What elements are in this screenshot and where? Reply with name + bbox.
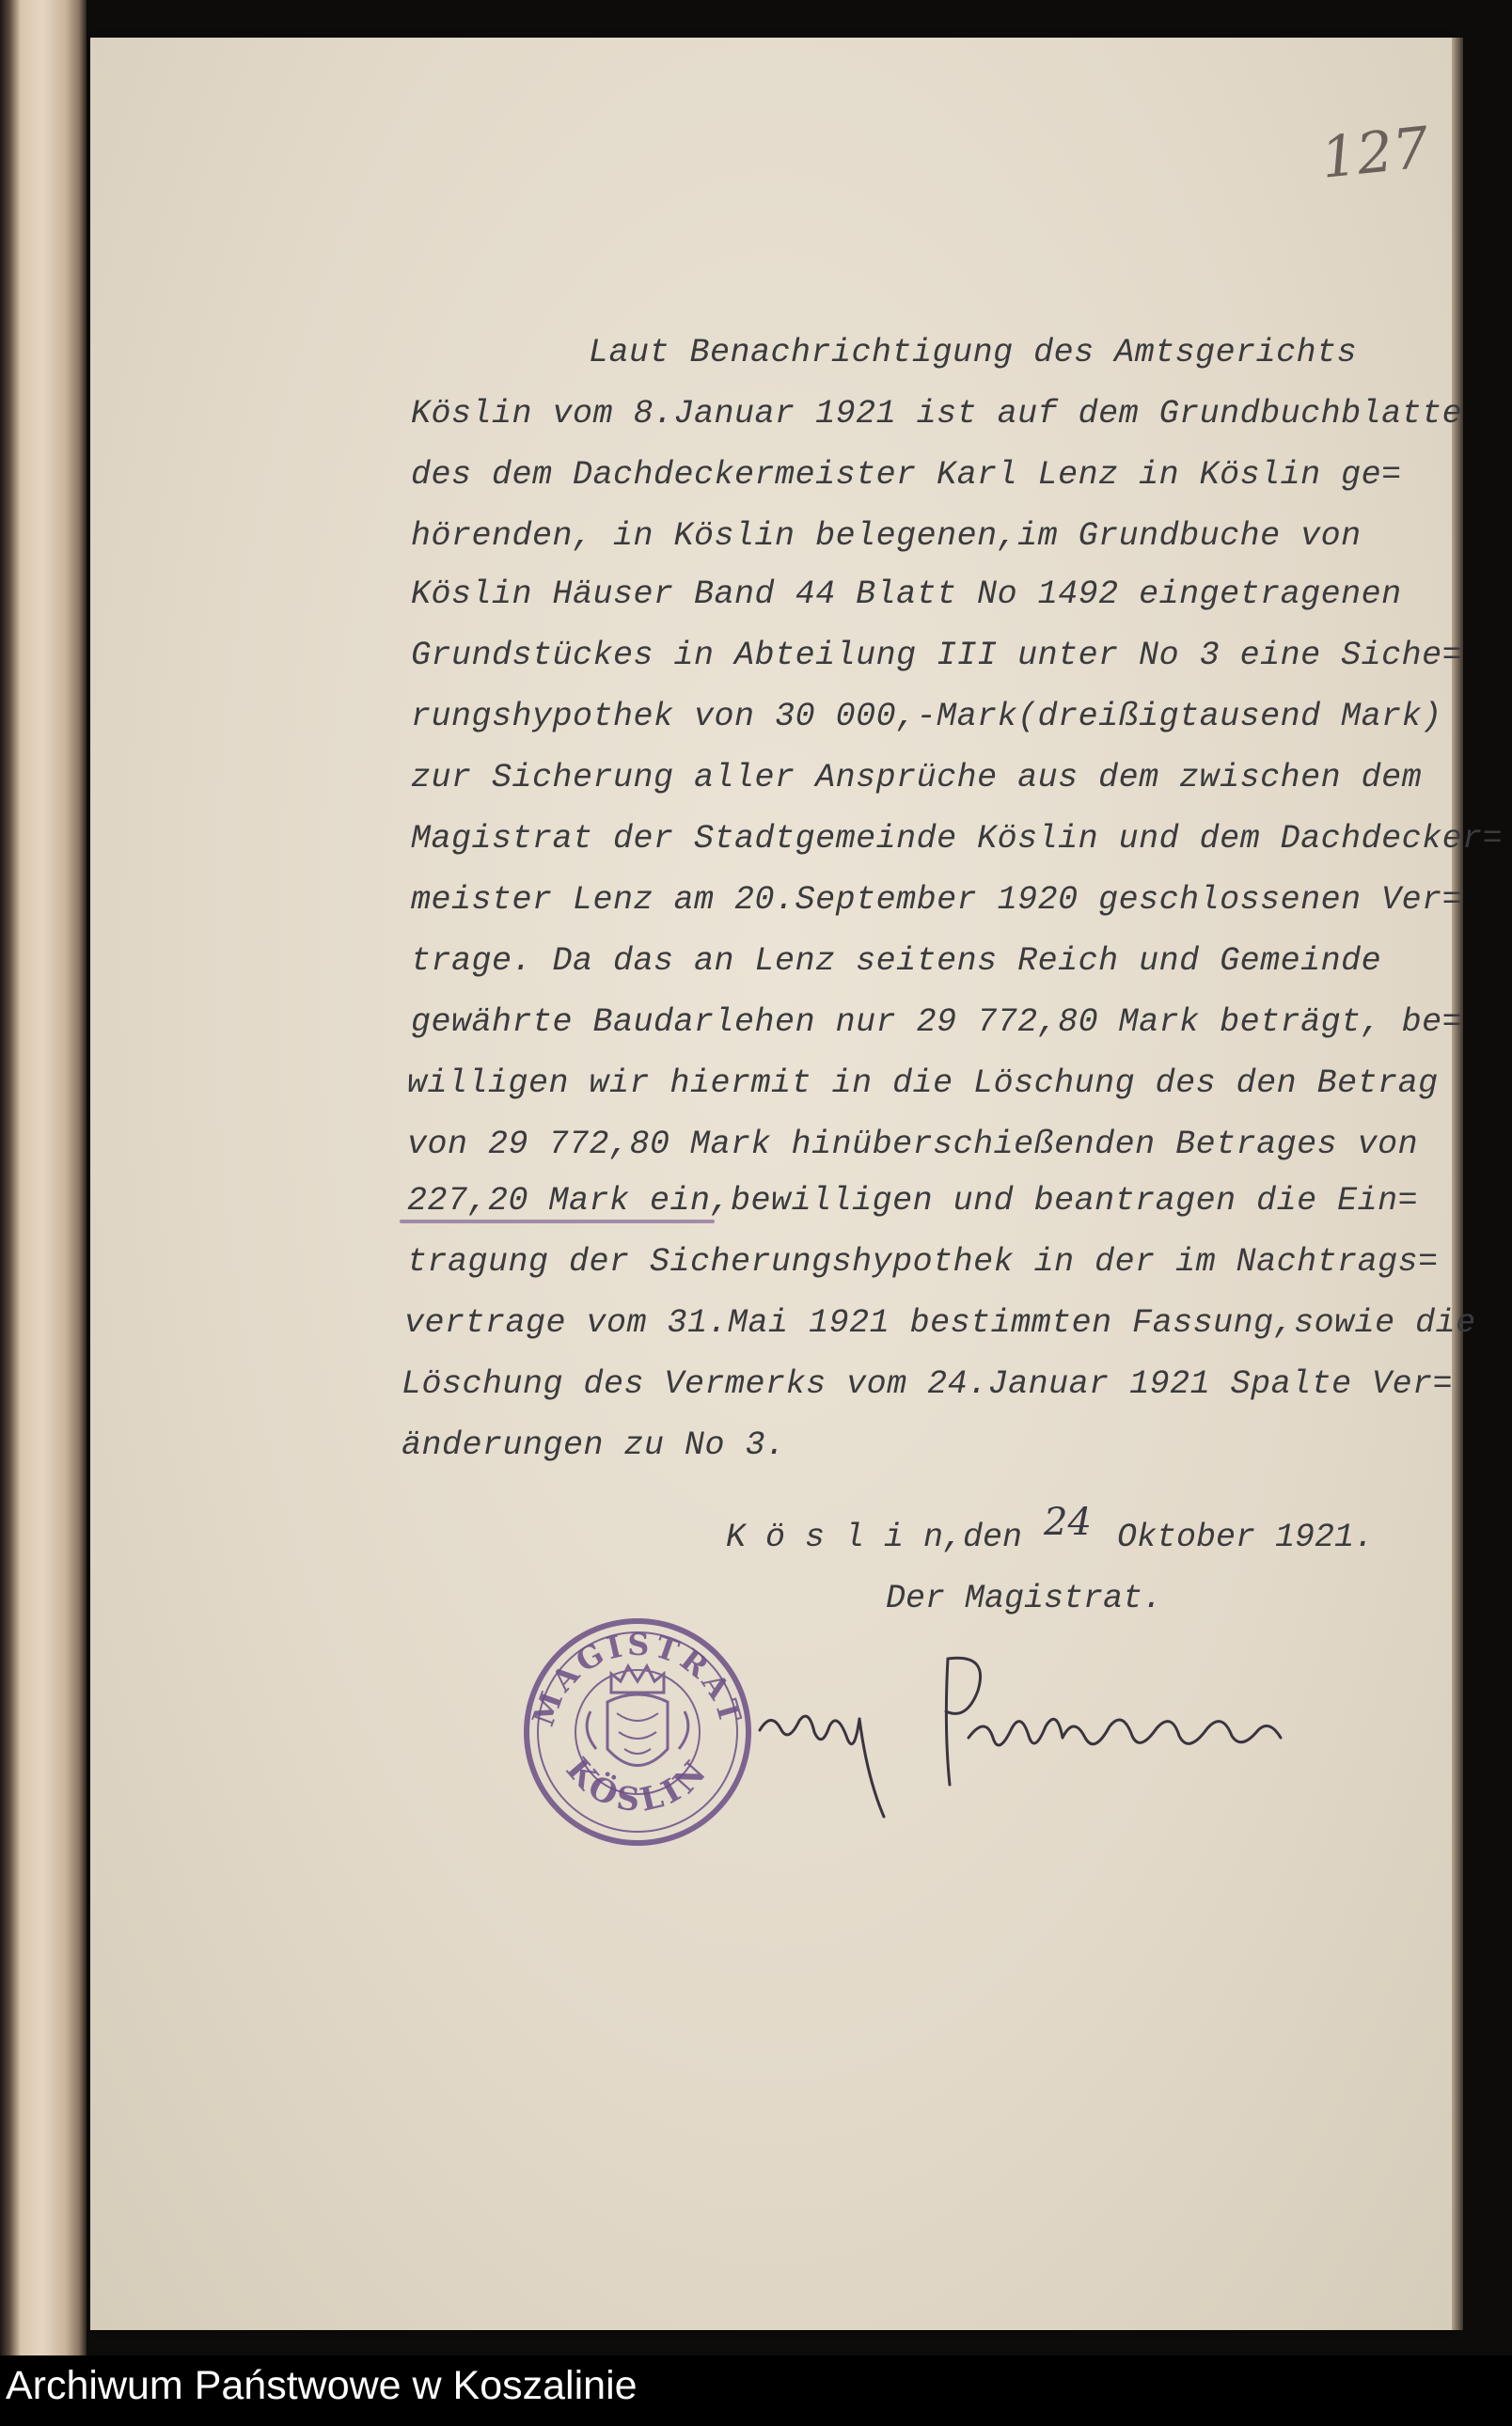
svg-text:MAGISTRAT: MAGISTRAT [525, 1626, 750, 1731]
date-place: K ö s l i n,den [726, 1519, 1023, 1556]
body-line: Grundstückes in Abteilung III unter No 3 eine Siche= [411, 637, 1463, 674]
issuer-line: Der Magistrat. [886, 1580, 1163, 1617]
folio-number: 127 [1317, 115, 1432, 192]
body-line: willigen wir hiermit in die Löschung des den Betrag [407, 1064, 1439, 1102]
body-line: von 29 772,80 Mark hinüberschießenden Betrages von [407, 1126, 1419, 1163]
magistrat-seal-stamp [515, 1608, 760, 1852]
body-line: Köslin vom 8.Januar 1921 ist auf dem Grundbuchblatte [411, 395, 1463, 433]
body-line: Löschung des Vermerks vom 24.Januar 1921 Spalte Ver= [402, 1365, 1454, 1403]
body-line: rungshypothek von 30 000,-Mark(dreißigtausend Mark) [411, 698, 1442, 735]
svg-text:KÖSLIN: KÖSLIN [558, 1750, 717, 1820]
date-month-year: Oktober 1921. [1117, 1519, 1375, 1556]
body-line: Laut Benachrichtigung des Amtsgerichts [589, 334, 1358, 371]
body-line: vertrage vom 31.Mai 1921 bestimmten Fassung,sowie die [404, 1304, 1476, 1342]
date-day-handwritten: 24 [1044, 1501, 1092, 1544]
body-line: gewährte Baudarlehen nur 29 772,80 Mark beträgt, be= [411, 1003, 1463, 1041]
body-line: änderungen zu No 3. [402, 1426, 786, 1464]
body-line: Magistrat der Stadtgemeinde Köslin und dem Dachdecker= [411, 820, 1504, 858]
body-line: zur Sicherung aller Ansprüche aus dem zwischen dem [411, 759, 1423, 796]
body-line: Köslin Häuser Band 44 Blatt No 1492 eingetragenen [411, 575, 1402, 613]
body-line: 227,20 Mark ein,bewilligen und beantragen die Ein= [407, 1182, 1419, 1220]
body-line: des dem Dachdeckermeister Karl Lenz in Köslin ge= [411, 456, 1402, 494]
handwritten-signature [743, 1617, 1307, 1824]
body-line: tragung der Sicherungshypothek in der im Nachtrags= [407, 1243, 1439, 1281]
archive-footer-text: Archiwum Państwowe w Koszalinie [6, 2363, 638, 2408]
underline-mark [400, 1220, 715, 1223]
body-line: trage. Da das an Lenz seitens Reich und Gemeinde [411, 942, 1382, 980]
body-line: hörenden, in Köslin belegenen,im Grundbuche von [411, 517, 1362, 555]
body-line: meister Lenz am 20.September 1920 geschlossenen Ver= [411, 881, 1463, 919]
